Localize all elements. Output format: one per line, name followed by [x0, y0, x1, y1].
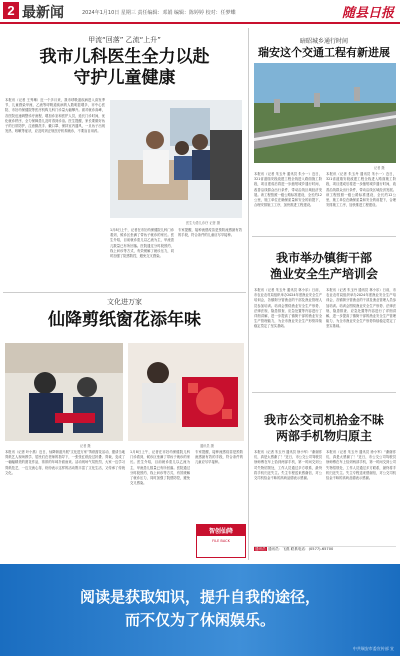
banner-line-1: 阅读是获取知识，提升自我的途径，	[79, 588, 320, 606]
box-title: 智创仙降	[197, 525, 245, 536]
note-label: 通讯员	[255, 547, 266, 551]
story4-caption-left: 记者 摄	[80, 444, 91, 448]
story2-photo	[254, 63, 396, 163]
divider	[252, 236, 396, 237]
story1-headline-1: 我市儿科医生全力以赴	[39, 47, 210, 67]
note-text: 通讯员：飞燕 联系电话：(0577)-65700	[267, 547, 334, 551]
story4-photo-left	[5, 343, 123, 441]
story2-body-1: 本报讯（记者 朱玉丹 通讯员 朱小一）近日，321省道瑞安段改建工程全线进入路面施工阶段，项目建成后将进一步缩短城乡通行时间，改善沿线群众出行条件，带动沿线区域经济发展。该工程按照一级公路标准建设，全长约12公里，施工单位在确保质量和安全的前提下，合理安排施工工序，加快推进工程建设。	[254, 172, 322, 208]
story4-body-cont2: 专家提醒，接种流感疫苗是预防流感最有效的手段，符合条件的儿童应尽早接种。	[195, 450, 243, 465]
story4-caption-right: 通讯员 摄	[200, 444, 214, 448]
story2-kicker: 暗昭城乡通行时间	[299, 38, 348, 45]
story1-body-mid: 1月8日上午，记者在市妇幼保健院儿科门诊看到，候诊区坐满了带孩子就诊的家长。医生介绍，目前就诊患儿以乙流为主，甲流患儿数量已有所回落。医院通过分时段预约、线上问诊等方式，有效缓解了就诊压力，同时加强了院感防控，避免交叉感染。	[110, 228, 174, 259]
story4-kicker: 文化进万家	[107, 298, 142, 306]
story3-body-1: 本报讯（记者 朱玉丹 通讯员 林小乐）日前，市农业农村局组织举办2024年度渔业安全生产培训会，各镇街分管渔业的干部及渔业管理人员参加培训。培训会围绕渔业安全生产形势、法律法规、隐患排查、应急处置等内容进行了详细讲解，进一步提高了镇街干部的渔业安全生产管理能力，为全市渔业安全生产形势持续稳定奠定了坚实基础。	[254, 288, 322, 329]
box-subtitle: FILE BACK	[212, 539, 230, 543]
story4-photo-right	[128, 343, 244, 441]
story4-body: 本报讯（记者 叶小燕）近日，仙降街道开展“文化进万家”剪纸窗花活动，邀请当地剪纸艺人现场教学，居民们在老师的指导下，一张张红纸经过折叠、剪裁，变成了一幅幅精美的窗花作品，浓浓的年味扑面而来。活动现场气氛热烈，大家一边学习剪纸技艺，一边交流心得，纷纷表示这样的活动既丰富了文化生活，又传承了传统文化。	[5, 450, 125, 475]
story1-photo-caption: 医生为患儿诊疗 记者 摄	[186, 221, 220, 225]
story1-headline-2: 守护儿童健康	[73, 68, 176, 88]
newspaper-logo: 随县日报	[341, 6, 394, 21]
story2-photo-caption: 记者 摄	[374, 166, 385, 170]
clinic-photo-icon	[110, 100, 242, 218]
papercut-work-icon	[128, 343, 244, 441]
highway-photo-icon	[254, 63, 396, 163]
page-number: 2	[3, 2, 19, 19]
papercut-photo-icon	[5, 343, 123, 441]
bottom-banner	[0, 564, 400, 656]
story1-body-right: 专家提醒，接种流感疫苗是预防流感最有效的手段，符合条件的儿童应尽早接种。	[178, 228, 242, 238]
story3-headline-1: 我市举办镇街干部	[275, 251, 372, 265]
story5-note	[254, 546, 396, 559]
story5-headline-1: 我市公交司机拾金不昧	[263, 413, 384, 427]
story2-body-2: 本报讯（记者 朱玉丹 通讯员 朱小一）近日，321省道瑞安段改建工程全线进入路面施工阶段，项目建成后将进一步缩短城乡通行时间，改善沿线群众出行条件，带动沿线区域经济发展。该工程按照一级公路标准建设，全长约12公里，施工单位在确保质量和安全的前提下，合理安排施工工序，加快推进工程建设。	[326, 172, 396, 208]
divider	[3, 292, 246, 293]
story5-body-1: 本报讯（记者 朱玉丹 通讯员 徐小军）“谢谢你们，真是太感谢了！”近日，市公交公司驾驶员徐师傅在车上拾到两部手机，第一时间交到公司失物招领处，工作人员通过多方联系，最终将手机归还失主。失主专程送来感谢信，对公交司机拾金不昧的高尚品德表示感谢。	[254, 450, 322, 481]
banner-footer: 中共瑞安市委宣传部 宣	[352, 646, 394, 651]
divider	[252, 392, 396, 393]
issue-meta: 2024年1月10日 星期三 责任编辑：邓娟 编辑：陈婷婷 校对：任梦蝶	[82, 10, 236, 16]
info-box	[196, 524, 246, 558]
banner-line-2: 而不仅为了休闲娱乐。	[124, 611, 275, 629]
story3-headline-2: 渔业安全生产培训会	[269, 267, 378, 281]
story4-body-cont: 1月8日上午，记者在市妇幼保健院儿科门诊看到，候诊区坐满了带孩子就诊的家长。医生介绍，目前就诊患儿以乙流为主，甲流患儿数量已有所回落。医院通过分时段预约、线上问诊等方式，有效缓解了就诊压力，同时加强了院感防控，避免交叉感染。	[130, 450, 190, 486]
story1-photo	[110, 100, 242, 218]
story2-headline: 瑞安这个交通工程有新进展	[258, 46, 390, 59]
story3-body-2: 本报讯（记者 朱玉丹 通讯员 林小乐）日前，市农业农村局组织举办2024年度渔业安全生产培训会，各镇街分管渔业的干部及渔业管理人员参加培训。培训会围绕渔业安全生产形势、法律法规、隐患排查、应急处置等内容进行了详细讲解，进一步提高了镇街干部的渔业安全生产管理能力，为全市渔业安全生产形势持续稳定奠定了坚实基础。	[326, 288, 396, 329]
column-divider	[248, 28, 249, 560]
story5-body-2: 本报讯（记者 朱玉丹 通讯员 徐小军）“谢谢你们，真是太感谢了！”近日，市公交公司驾驶员徐师傅在车上拾到两部手机，第一时间交到公司失物招领处，工作人员通过多方联系，最终将手机归还失主。失主专程送来感谢信，对公交司机拾金不昧的高尚品德表示感谢。	[326, 450, 396, 481]
story1-kicker: 甲流“回落” 乙流“上升”	[88, 36, 161, 44]
story1-body-left: 本报讯（记者 王秀琳）近一个多月来，我市呼吸道疾病进入高发季节，儿童感染甲流、乙流等呼吸道疾病的人数明显增多，市中心医院、市妇幼保健院等医疗机构儿科门诊量大幅攀升。面对就诊高峰，各医院迅速调整诊疗流程，增加诊室和医护人员，延长门诊时间，优化就诊秩序，全力保障患儿及时得到诊治。医生提醒，家长要做好孩子的日常防护，注意勤洗手、戴口罩、保持室内通风，一旦孩子出现发热、咳嗽等症状，应及时到正规医疗机构就诊，不要盲目用药。	[5, 98, 105, 134]
section-title: 最新闻	[22, 5, 64, 21]
story4-headline: 仙降剪纸窗花添年味	[48, 310, 201, 330]
story5-headline-2: 两部手机物归原主	[275, 429, 372, 443]
